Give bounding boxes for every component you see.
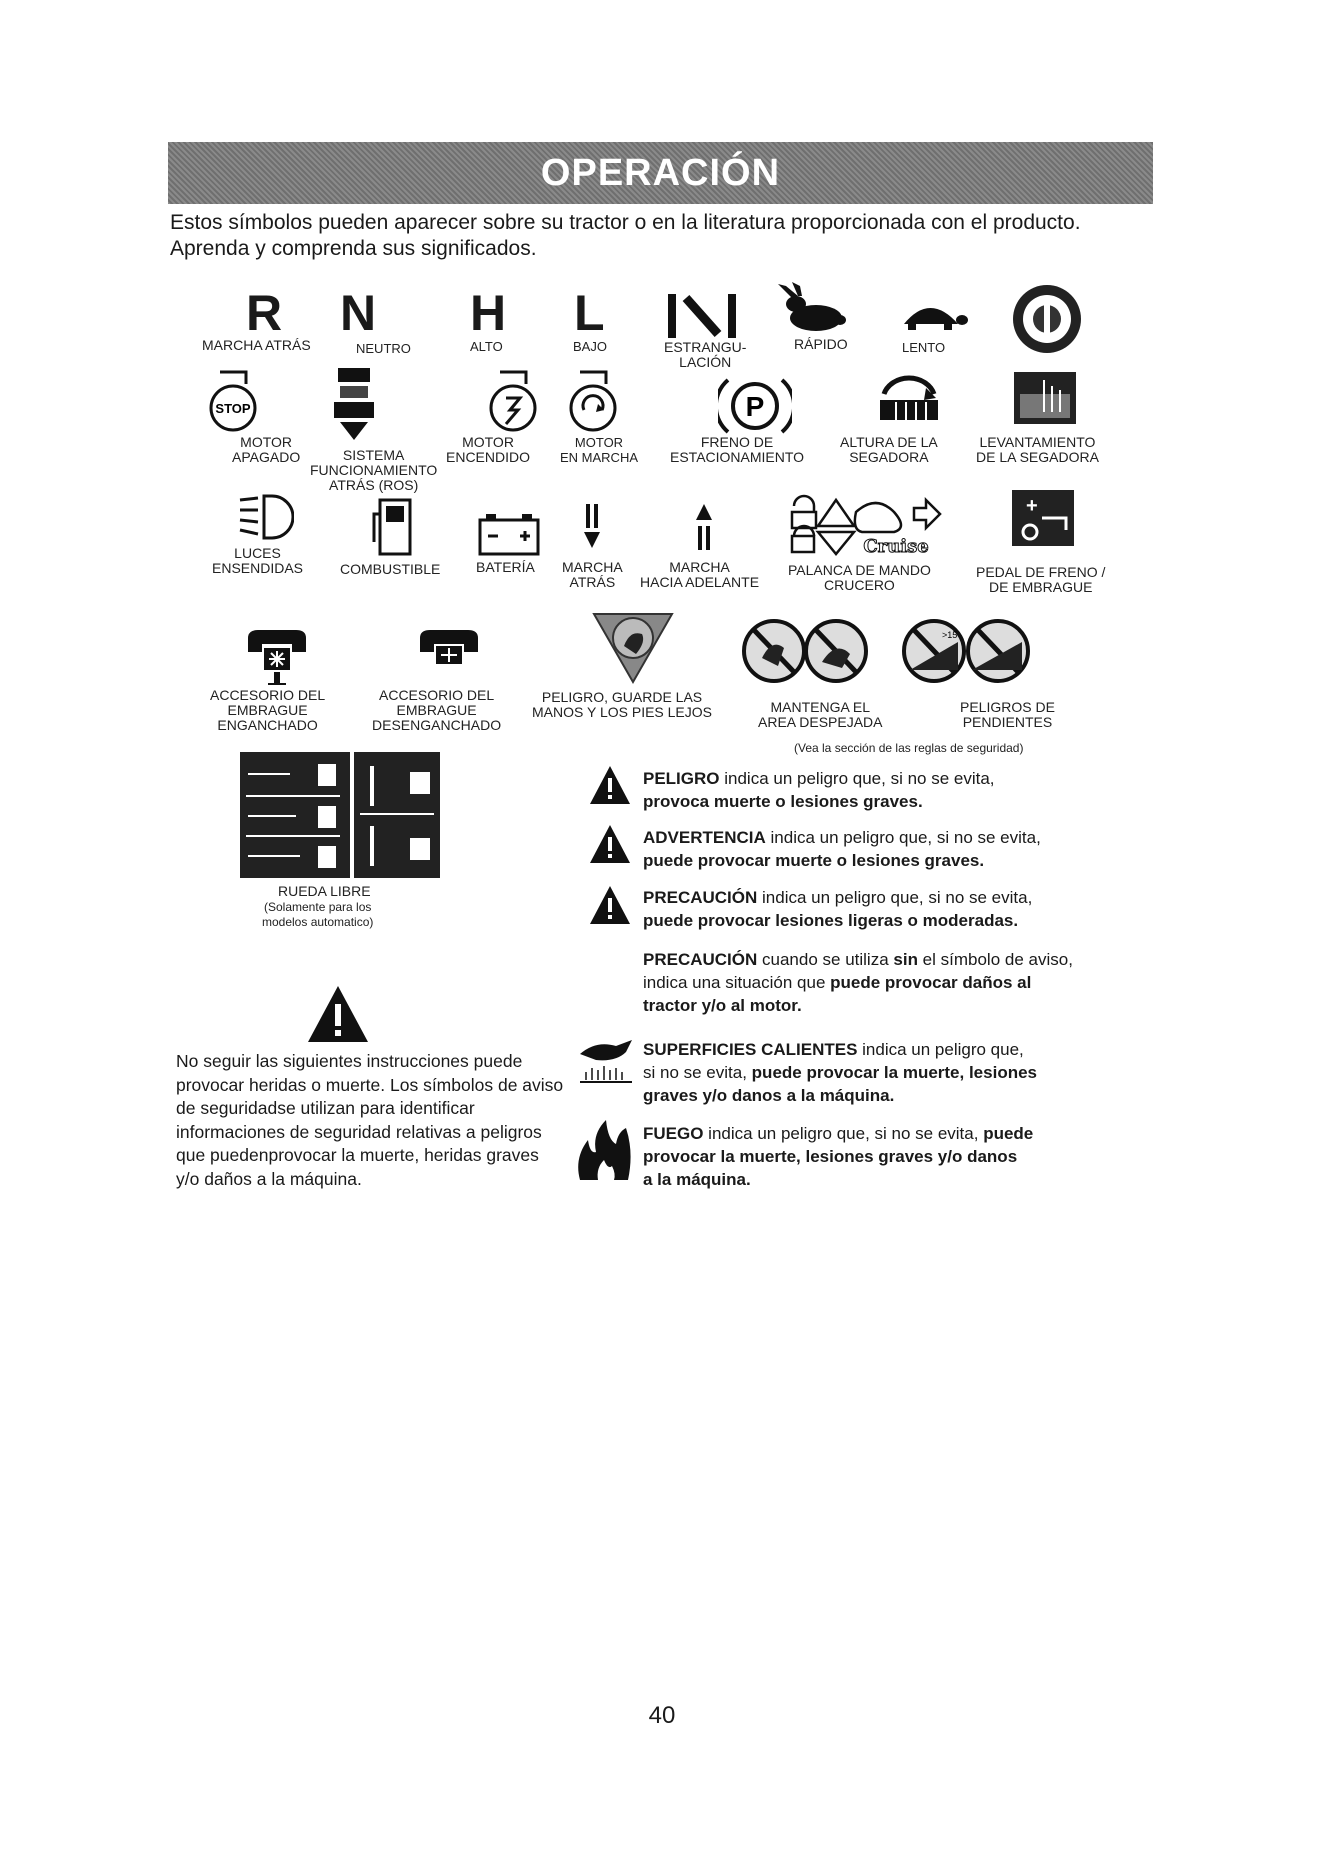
fire-bold-3: a la máquina. [643, 1170, 751, 1189]
label-mower-height: ALTURA DE LA SEGADORA [840, 434, 938, 465]
caution-word: PRECAUCIÓN [643, 888, 758, 907]
label-neutral: NEUTRO [356, 341, 411, 356]
label-cruise: PALANCA DE MANDO CRUCERO [788, 562, 931, 593]
left-paragraph: No seguir las siguientes instrucciones puede provocar heridas o muerte. Los símbolos de aviso de seguridadse utilizan para identificar informaciones de seguridad relativas a peligros que puedenprovocar la muerte, heridas graves y/o daños a la máquina. [176, 1051, 564, 1189]
label-engine-stop: MOTOR APAGADO [232, 434, 301, 465]
freewheel-title: RUEDA LIBRE [278, 883, 371, 899]
label-headlights: LUCES ENSENDIDAS [212, 545, 304, 576]
headlights-icon [238, 492, 294, 542]
engine-start-icon [486, 370, 540, 432]
caution-ns-text-1: cuando se utiliza [757, 950, 894, 969]
safety-alert-icon [306, 984, 370, 1044]
label-reverse: MARCHA ATRÁS [202, 337, 311, 353]
label-choke: ESTRANGU- LACIÓN [664, 339, 747, 370]
label-fast: RÁPIDO [794, 336, 848, 352]
label-pto-engaged: ACCESORIO DEL EMBRAGUE ENGANCHADO [210, 687, 326, 733]
pto-disengaged-icon [416, 626, 482, 666]
label-keep-area-clear: MANTENGA EL AREA DESPEJADA [758, 699, 883, 730]
label-hand-foot-hazard: PELIGRO, GUARDE LAS MANOS Y LOS PIES LEJOS [532, 689, 712, 720]
caution-text: indica un peligro que, si no se evita, [757, 888, 1033, 907]
label-mower-lift: LEVANTAMIENTO DE LA SEGADORA [976, 434, 1099, 465]
hot-surface-icon [576, 1036, 636, 1086]
svg-text:>15: >15 [942, 630, 958, 640]
hot-text-1: indica un peligro que, [857, 1040, 1024, 1059]
danger-text: indica un peligro que, si no se evita, [719, 769, 995, 788]
keep-area-clear-icon [742, 618, 868, 684]
caution-definition [643, 886, 1148, 932]
label-slope-hazard: PELIGROS DE PENDIENTES [960, 699, 1055, 730]
label-reverse-system: SISTEMA FUNCIONAMIENTO ATRÁS (ROS) [310, 447, 438, 493]
fire-bold-2: provocar la muerte, lesiones graves y/o danos [643, 1147, 1018, 1166]
label-pto-disengaged: ACCESORIO DEL EMBRAGUE DESENGANCHADO [372, 687, 502, 733]
reverse-letter: R [246, 285, 283, 341]
freewheel-note: (Solamente para los modelos automatico) [262, 900, 374, 929]
danger-icon [588, 764, 632, 806]
mower-height-icon [876, 370, 942, 422]
fire-icon [574, 1118, 634, 1182]
ignition-key-icon [1010, 282, 1084, 356]
label-battery: BATERÍA [476, 559, 535, 575]
battery-icon [476, 510, 542, 558]
caution-consequence: puede provocar lesiones ligeras o moderadas. [643, 911, 1019, 930]
fire-text-1: indica un peligro que, si no se evita, [703, 1124, 984, 1143]
engine-stop-icon [206, 370, 260, 432]
cruise-control-icon [790, 492, 970, 556]
parking-brake-icon [718, 372, 792, 440]
label-parking-brake: FRENO DE ESTACIONAMIENTO [670, 434, 805, 465]
label-forward-gear: MARCHA HACIA ADELANTE [640, 559, 760, 590]
label-slow: LENTO [902, 340, 946, 355]
warning-definition [643, 826, 1148, 872]
label-engine-start: MOTOR ENCENDIDO [446, 434, 531, 465]
cruise-text: Cruise [863, 536, 929, 556]
reverse-operating-system-icon [330, 366, 378, 442]
park-text: P [745, 391, 765, 422]
section-title: OPERACIÓN [540, 151, 781, 194]
high-letter: H [470, 285, 507, 341]
intro-line-1: Estos símbolos pueden aparecer sobre su tractor o en la literatura proporcionada con el producto. [170, 211, 1081, 234]
caution-ns-sin: sin [893, 950, 918, 969]
fire-definition [643, 1122, 1148, 1191]
caution-ns-text-3: indica una situación que [643, 973, 831, 992]
warning-word: ADVERTENCIA [643, 828, 766, 847]
warning-text: indica un peligro que, si no se evita, [765, 828, 1041, 847]
caution-no-symbol-definition [643, 948, 1163, 1017]
caution-ns-bold-1: puede provocar daños al [830, 973, 1032, 992]
slope-hazard-icon [902, 618, 1030, 684]
label-brake-clutch: PEDAL DE FRENO / DE EMBRAGUE [976, 564, 1106, 595]
warning-consequence: puede provocar muerte o lesiones graves. [643, 851, 985, 870]
intro-line-2: Aprenda y comprenda sus significados. [170, 237, 537, 260]
label-fuel: COMBUSTIBLE [340, 561, 441, 577]
low-letter: L [574, 285, 605, 341]
mower-lift-icon [1014, 372, 1076, 424]
hot-bold-1: puede provocar la muerte, lesiones [751, 1063, 1037, 1082]
caution-ns-bold-2: tractor y/o al motor. [643, 996, 802, 1015]
danger-definition [643, 767, 1148, 813]
fire-word: FUEGO [643, 1124, 704, 1143]
danger-word: PELIGRO [643, 769, 720, 788]
caution-ns-text-2: el símbolo de aviso, [917, 950, 1073, 969]
caution-icon [588, 884, 632, 926]
svg-text:+: + [1026, 495, 1038, 517]
hot-surface-definition [643, 1038, 1148, 1107]
engine-run-icon [566, 370, 620, 432]
neutral-letter: N [340, 285, 377, 341]
reverse-gear-icon [580, 500, 604, 556]
hot-bold-2: graves y/o danos a la máquina. [643, 1086, 895, 1105]
page-number: 40 [648, 1702, 676, 1729]
caution-ns-word: PRECAUCIÓN [643, 950, 758, 969]
rabbit-fast-icon [774, 282, 854, 340]
label-low: BAJO [573, 339, 607, 354]
forward-gear-icon [692, 500, 716, 556]
label-high: ALTO [470, 339, 503, 354]
danger-consequence: provoca muerte o lesiones graves. [643, 792, 923, 811]
turtle-slow-icon [894, 294, 968, 334]
choke-icon [664, 290, 740, 342]
brake-clutch-pedal-icon [1012, 490, 1074, 546]
pto-engaged-icon [244, 626, 310, 686]
warning-icon [588, 823, 632, 865]
label-engine-run: MOTOR EN MARCHA [560, 435, 639, 465]
safety-rules-note: (Vea la sección de las reglas de seguridad) [794, 741, 1024, 755]
intro-text [170, 210, 1160, 262]
fuel-icon [370, 494, 420, 556]
hot-text-2: si no se evita, [643, 1063, 752, 1082]
hot-word: SUPERFICIES CALIENTES [643, 1040, 858, 1059]
stop-text: STOP [215, 401, 251, 416]
hand-foot-hazard-icon [590, 610, 676, 686]
freewheel-icon [240, 752, 440, 878]
label-reverse-gear: MARCHA ATRÁS [562, 559, 623, 590]
section-banner [168, 142, 1153, 204]
fire-bold-1: puede [983, 1124, 1034, 1143]
